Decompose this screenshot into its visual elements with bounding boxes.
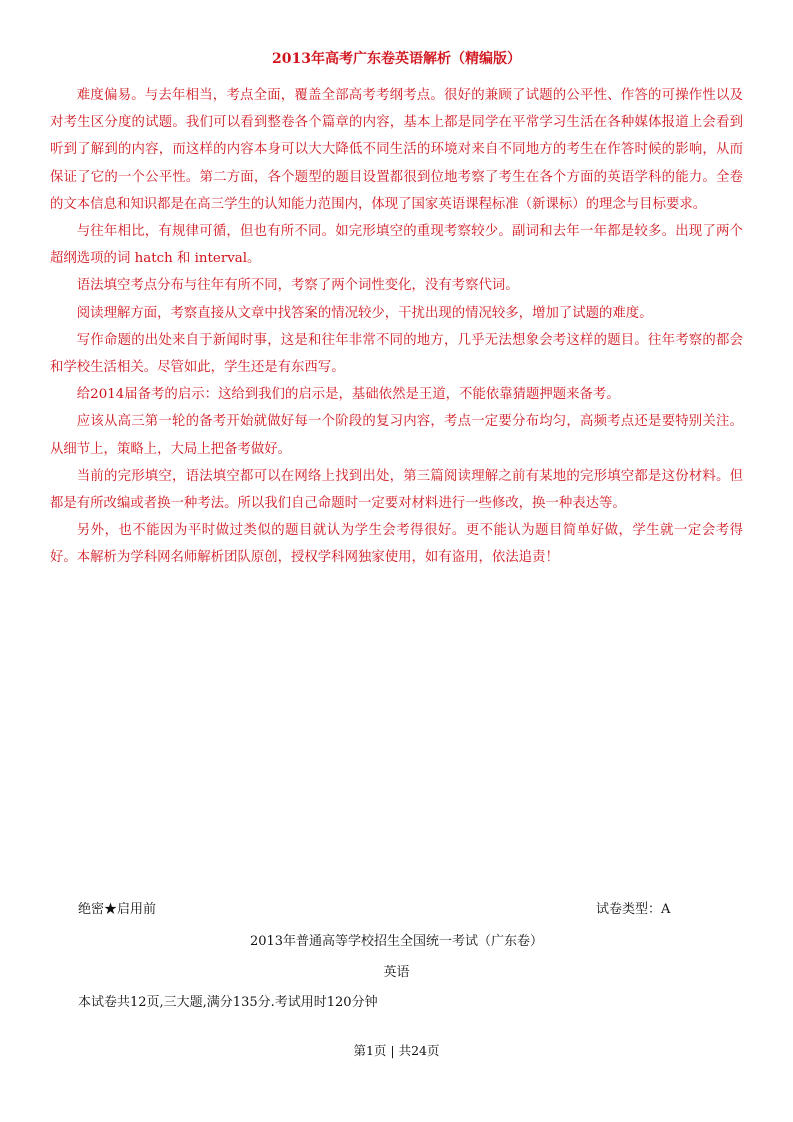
analysis-paragraph: 与往年相比，有规律可循，但也有所不同。如完形填空的重现考察较少。副词和去年一年都是较多。出现了两个超纲选项的词 hatch 和 interval。 [50,224,743,267]
exam-info: 本试卷共12页,三大题,满分135分.考试用时120分钟 [78,995,378,1010]
analysis-paragraph: 应该从高三第一轮的备考开始就做好每一个阶段的复习内容，考点一定要分布均匀，高频考点还是要特别关注。从细节上，策略上，大局上把备考做好。 [50,414,743,457]
analysis-paragraph: 给2014届备考的启示：这给到我们的启示是，基础依然是王道，不能依靠猜题押题来备考。 [76,387,620,403]
exam-header [78,898,678,920]
analysis-paragraph: 当前的完形填空，语法填空都可以在网络上找到出处，第三篇阅读理解之前有某地的完形填空都是这份材料。但都是有所改编或者换一种考法。所以我们自己命题时一定要对材料进行一些修改，换一种表达等。 [50,468,743,512]
analysis-section [50,82,743,572]
analysis-paragraph: 另外，也不能因为平时做过类似的题目就认为学生会考得很好。更不能认为题目简单好做，学生就一定会考得好。本解析为学科网名师解析团队原创，授权学科网独家使用，如有盗用，依法追责！ [50,523,743,566]
analysis-paragraph: 语法填空考点分布与往年有所不同，考察了两个词性变化，没有考察代词。 [76,278,519,294]
analysis-paragraph: 难度偏易。与去年相当，考点全面，覆盖全部高考考纲考点。很好的兼顾了试题的公平性、作答的可操作性以及对考生区分度的试题。我们可以看到整卷各个篇章的内容，基本上都是同学在平常学习生活在各种媒体报道上会看到听到了解到的内容，而这样的内容本身可以大大降低不同生活的环境对来自不同地方的考生在作答时候的影响，从而保证了它的一个公平性。第二方面，各个题型的题目设置都很到位地考察了考生在各个方面的英语学科的能力。全卷的文本信息和知识都是在高三学生的认知能力范围内，体现了国家英语课程标准（新课标）的理念与目标要求。 [50,88,743,212]
exam-subject: 英语 [383,965,410,980]
secret-label: 绝密★启用前 [78,902,157,917]
analysis-paragraph: 阅读理解方面，考察直接从文章中找答案的情况较少，干扰出现的情况较多，增加了试题的难度。 [76,305,653,321]
document-title: 2013年高考广东卷英语解析（精编版） [272,51,521,67]
paper-type-label: 试卷类型：A [596,902,671,917]
page-footer: 第1页 | 共24页 [353,1043,440,1058]
analysis-paragraph: 写作命题的出处来自于新闻时事，这是和往年非常不同的地方，几乎无法想象会考这样的题目。往年考察的都会和学校生活相关。尽管如此，学生还是有东西写。 [50,332,743,376]
exam-title: 2013年普通高等学校招生全国统一考试（广东卷） [249,934,544,949]
